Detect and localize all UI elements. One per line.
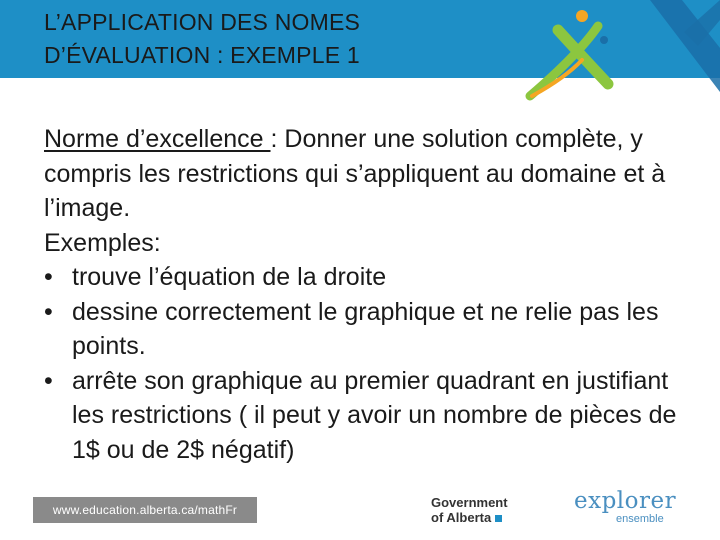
bullet-icon: • <box>44 263 53 291</box>
list-item-text: arrête son graphique au premier quadrant en justifiant les restrictions ( il peut y avoir un nombre de pièces de 1$ ou de 2$ négatif) <box>72 366 677 464</box>
explorer-ensemble-logo <box>574 489 694 525</box>
norme-paragraph <box>44 122 684 226</box>
norme-text: : Donner une solution complète, y compris les restrictions qui s’appliquent au domaine et à l’image. <box>44 125 666 222</box>
explorer-word: explorer <box>574 488 677 514</box>
examples-list <box>44 260 684 467</box>
square-mark-icon <box>495 515 502 522</box>
title-line-2: D’ÉVALUATION : EXEMPLE 1 <box>44 42 360 68</box>
list-item <box>44 364 684 468</box>
list-item <box>44 295 684 364</box>
page-title <box>44 6 514 72</box>
list-item <box>44 260 684 295</box>
x-person-logo-icon <box>520 0 720 102</box>
content-body <box>44 122 684 467</box>
bullet-icon: • <box>44 366 53 395</box>
examples-label: Exemples: <box>44 228 161 257</box>
ensemble-word: ensemble <box>616 513 664 525</box>
title-line-1: L’APPLICATION DES NOMES <box>44 9 361 35</box>
government-of-alberta-logo <box>431 495 531 525</box>
list-item-text: dessine correctement le graphique et ne relie pas les points. <box>72 297 659 360</box>
norme-label: Norme d’excellence <box>44 125 271 153</box>
footer-url-link[interactable]: www.education.alberta.ca/mathFr <box>33 497 257 523</box>
list-item-text: trouve l’équation de la droite <box>72 263 387 291</box>
gov-logo-line-1: Government <box>431 495 508 510</box>
gov-logo-line-2: of Alberta <box>431 510 531 525</box>
bullet-icon: • <box>44 297 53 326</box>
